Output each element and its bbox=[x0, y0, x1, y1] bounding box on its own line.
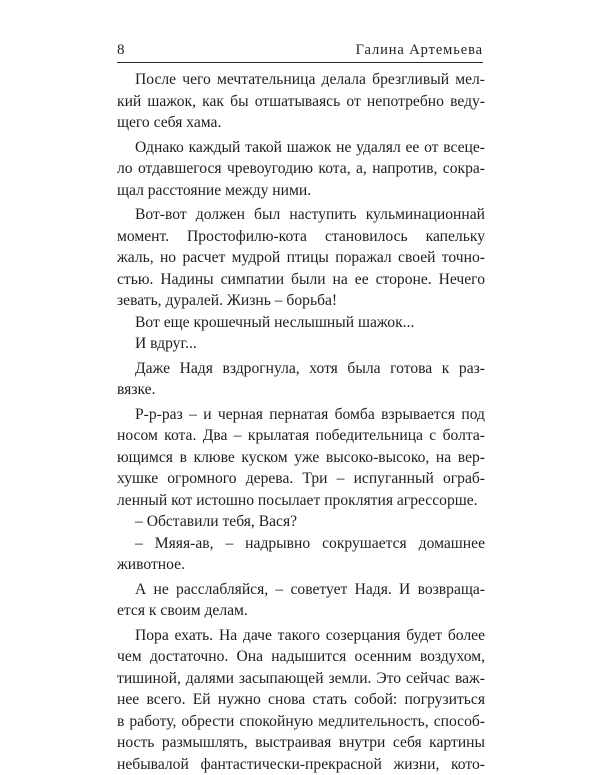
text-line: – Мяяя-ав, – надрывно сокрушается домашнее bbox=[117, 533, 485, 555]
page-header bbox=[117, 38, 483, 60]
running-head-author: Галина Артемьева bbox=[356, 42, 483, 58]
text-line: После чего мечтательница делала брезгливый мел- bbox=[117, 69, 485, 91]
text-line: жаль, но расчет мудрой птицы поражал своей точно- bbox=[117, 247, 485, 269]
text-line: И вдруг... bbox=[117, 333, 485, 355]
text-line: Однако каждый такой шажок не удалял ее от всеце- bbox=[117, 137, 485, 159]
page-number: 8 bbox=[117, 42, 125, 58]
text-line: ющимся в клюве куском уже высоко-высоко, на вер- bbox=[117, 447, 485, 469]
text-line: – Обставили тебя, Вася? bbox=[117, 511, 485, 533]
text-line: А не расслабляйся, – советует Надя. И возвраща- bbox=[117, 579, 485, 601]
text-line: ность размышлять, выстраивая внутри себя картины bbox=[117, 732, 485, 754]
text-line: ленный кот истошно посылает проклятия агрессорше. bbox=[117, 490, 485, 512]
text-line: щал расстояние между ними. bbox=[117, 180, 485, 202]
text-line: Вот-вот должен был наступить кульминационнай bbox=[117, 204, 485, 226]
text-line: кий шажок, как бы отшатываясь от непотребно веду- bbox=[117, 91, 485, 113]
text-line: щего себя хама. bbox=[117, 112, 485, 134]
text-line: зевать, дуралей. Жизнь – борьба! bbox=[117, 290, 485, 312]
body-text bbox=[117, 69, 485, 775]
text-line: ется к своим делам. bbox=[117, 600, 485, 622]
text-line: нее всего. Ей нужно снова стать собой: погрузиться bbox=[117, 689, 485, 711]
text-line: стью. Надины симпатии были на ее стороне. Нечего bbox=[117, 269, 485, 291]
text-line: в работу, обрести спокойную медлительность, способ- bbox=[117, 711, 485, 733]
header-rule bbox=[117, 62, 483, 63]
text-line: небывалой фантастически-прекрасной жизни, кото- bbox=[117, 754, 485, 775]
text-line: чем достаточно. Она надышится осенним воздухом, bbox=[117, 646, 485, 668]
text-line: момент. Простофилю-кота становилось капельку bbox=[117, 226, 485, 248]
text-line: животное. bbox=[117, 554, 485, 576]
text-line: хушке огромного дерева. Три – испуганный ограб- bbox=[117, 468, 485, 490]
text-line: носом кота. Два – крылатая победительница с болта- bbox=[117, 425, 485, 447]
text-line: Вот еще крошечный неслышный шажок... bbox=[117, 312, 485, 334]
text-line: ло отдавшегося чревоугодию кота, а, напротив, сокра- bbox=[117, 158, 485, 180]
text-line: Пора ехать. На даче такого созерцания будет более bbox=[117, 625, 485, 647]
text-line: вязке. bbox=[117, 379, 485, 401]
text-line: Р-р-раз – и черная пернатая бомба взрывается под bbox=[117, 404, 485, 426]
text-line: Даже Надя вздрогнула, хотя была готова к раз- bbox=[117, 358, 485, 380]
text-line: тишиной, далями засыпающей земли. Это сейчас важ- bbox=[117, 668, 485, 690]
